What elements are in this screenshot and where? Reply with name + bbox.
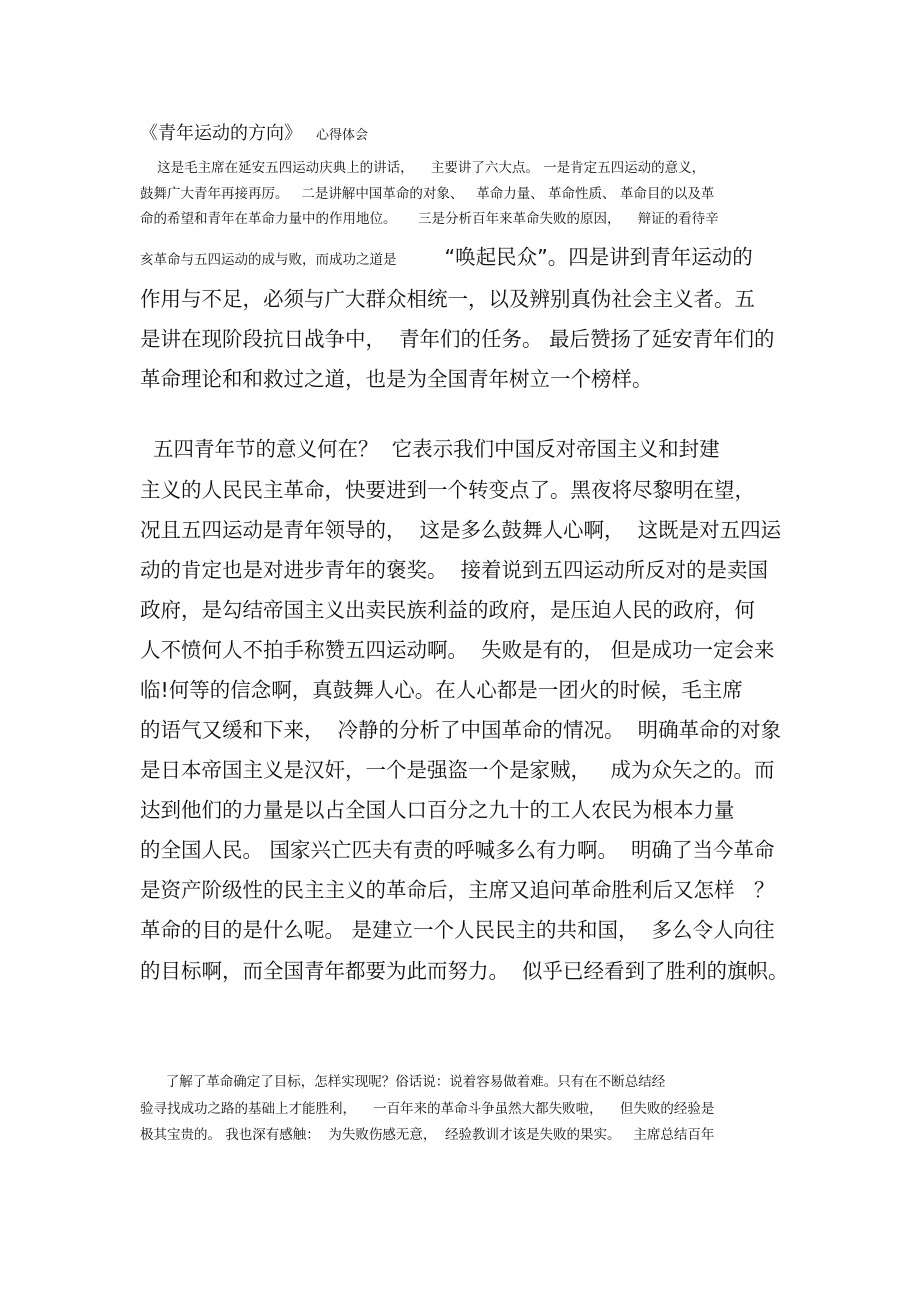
text-line: 这是毛主席在延安五四运动庆典上的讲话， 主要讲了六大点。 一是肯定五四运动的意义， [140, 160, 706, 176]
text-line: 是讲在现阶段抗日战争中， 青年们的任务。 最后赞扬了延安青年们的 [140, 327, 775, 351]
text-line: 的语气又缓和下来， 冷静的分析了中国革命的情况。 明确革命的对象 [140, 718, 782, 742]
text-line: 革命理论和和救过之道，也是为全国青年树立一个榜样。 [140, 367, 653, 391]
title: 《青年运动的方向》 [140, 123, 302, 144]
text-line: 了解了革命确定了目标，怎样实现呢？俗话说：说着容易做着难。只有在不断总结经 [140, 1074, 666, 1090]
text-line: 作用与不足，必须与广大群众相统一，以及辨别真伪社会主义者。五 [140, 287, 755, 311]
text-line: 政府，是勾结帝国主义出卖民族利益的政府，是压迫人民的政府，何 [140, 598, 755, 622]
subtitle: 心得体会 [316, 128, 369, 143]
text-line: 是日本帝国主义是汉奸，一个是强盗一个是家贼， 成为众矢之的。而 [140, 758, 775, 782]
text-line: 主义的人民民主革命，快要进到一个转变点了。黑夜将尽黎明在望， [140, 478, 755, 502]
document-heading [140, 125, 368, 143]
text-line: 是资产阶级性的民主主义的革命后，主席又追问革命胜利后又怎样 ？ [140, 878, 775, 902]
text-run: 亥革命与五四运动的成与败，而成功之道是 [140, 252, 397, 268]
text-line: 命的希望和青年在革命力量中的作用地位。 三是分析百年来革命失败的原因， 辩证的看待辛 [140, 211, 719, 227]
text-line: 况且五四运动是青年领导的， 这是多么鼓舞人心啊， 这既是对五四运 [140, 518, 782, 542]
text-run: “唤起民众”。四是讲到青年运动的 [444, 245, 753, 269]
text-line: 鼓舞广大青年再接再厉。 二是讲解中国革命的对象、 革命力量、 革命性质、 革命目的以及革 [140, 186, 715, 202]
text-line: 临!何等的信念啊，真鼓舞人心。在人心都是一团火的时候，毛主席 [140, 678, 743, 702]
text-line: 动的肯定也是对进步青年的褒奖。 接着说到五四运动所反对的是卖国 [140, 558, 769, 582]
text-line [140, 247, 753, 268]
text-line: 人不愤何人不拍手称赞五四运动啊。 失败是有的， 但是成功一定会来 [140, 638, 775, 662]
text-line: 达到他们的力量是以占全国人口百分之九十的工人农民为根本力量 [140, 798, 735, 822]
text-line: 极其宝贵的。 我也深有感触： 为失败伤感无意， 经验教训才该是失败的果实。 主席总结百年 [140, 1127, 715, 1143]
text-line: 验寻找成功之路的基础上才能胜利， 一百年来的革命斗争虽然大都失败啦， 但失败的经验是 [140, 1101, 715, 1117]
text-line: 的目标啊，而全国青年都要为此而努力。 似乎已经看到了胜利的旗帜。 [140, 959, 789, 983]
text-line: 五四青年节的意义何在？ 它表示我们中国反对帝国主义和封建 [140, 437, 720, 461]
text-line: 的全国人民。 国家兴亡匹夫有责的呼喊多么有力啊。 明确了当今革命 [140, 838, 775, 862]
text-line: 革命的目的是什么呢。 是建立一个人民民主的共和国， 多么令人向往 [140, 918, 775, 942]
